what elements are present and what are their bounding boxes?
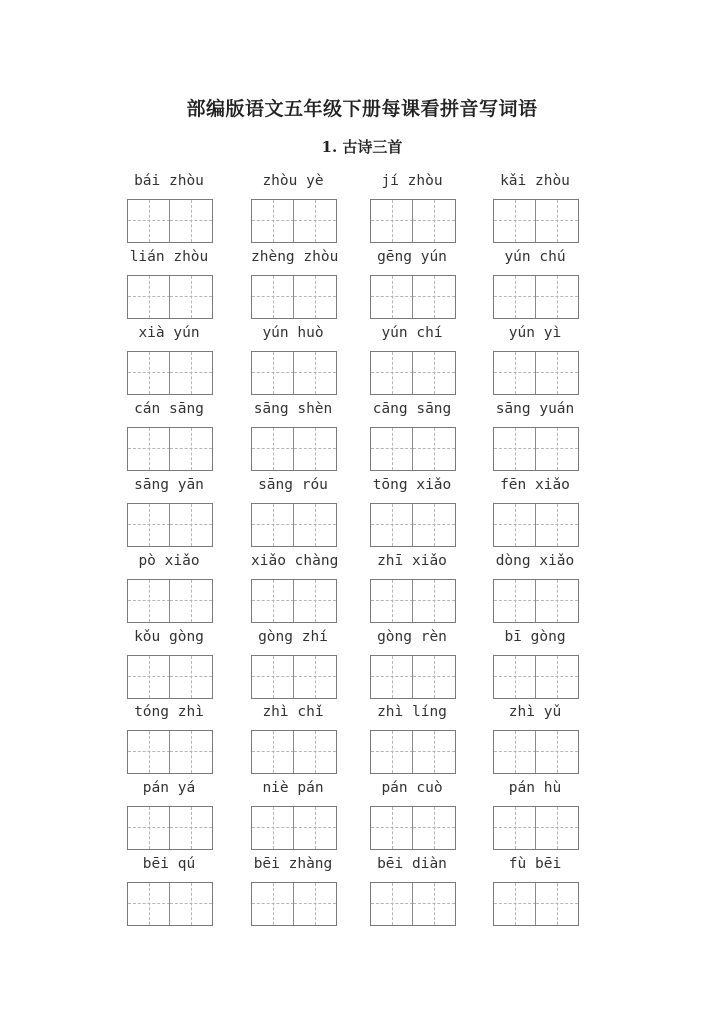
character-cell[interactable] [371, 807, 413, 849]
pinyin-label: bēi diàn [377, 856, 447, 872]
character-cell[interactable] [371, 428, 413, 470]
character-cell[interactable] [252, 276, 294, 318]
pinyin-label: gòng rèn [377, 629, 447, 645]
pinyin-label: kǒu gòng [134, 629, 204, 645]
writing-boxes[interactable] [251, 655, 337, 699]
pinyin-label: zhì líng [377, 704, 447, 720]
character-cell[interactable] [494, 200, 536, 242]
pinyin-label: cán sāng [134, 401, 204, 417]
character-cell[interactable] [170, 504, 212, 546]
character-cell[interactable] [536, 807, 578, 849]
writing-boxes[interactable] [370, 806, 456, 850]
character-cell[interactable] [128, 656, 170, 698]
page-title: 部编版语文五年级下册每课看拼音写词语 [186, 98, 538, 120]
character-cell[interactable] [536, 352, 578, 394]
writing-boxes[interactable] [251, 503, 337, 547]
pinyin-label: niè pán [262, 780, 324, 796]
character-cell[interactable] [294, 656, 336, 698]
character-cell[interactable] [413, 807, 455, 849]
character-cell[interactable] [536, 428, 578, 470]
lesson-title: 1. 古诗三首 [321, 138, 403, 156]
character-cell[interactable] [413, 504, 455, 546]
character-cell[interactable] [494, 580, 536, 622]
character-cell[interactable] [371, 200, 413, 242]
writing-boxes[interactable] [370, 427, 456, 471]
character-cell[interactable] [494, 883, 536, 925]
character-cell[interactable] [252, 731, 294, 773]
character-cell[interactable] [294, 428, 336, 470]
pinyin-label: zhì chǐ [262, 704, 324, 720]
pinyin-label: bái zhòu [134, 173, 204, 189]
pinyin-label: tōng xiǎo [372, 477, 452, 493]
character-cell[interactable] [413, 883, 455, 925]
character-cell[interactable] [128, 276, 170, 318]
character-cell[interactable] [170, 731, 212, 773]
writing-boxes[interactable] [370, 275, 456, 319]
character-cell[interactable] [128, 352, 170, 394]
writing-boxes[interactable] [127, 882, 213, 926]
character-cell[interactable] [371, 656, 413, 698]
writing-boxes[interactable] [251, 275, 337, 319]
character-cell[interactable] [128, 807, 170, 849]
pinyin-label: pán hù [508, 780, 562, 796]
character-cell[interactable] [170, 580, 212, 622]
writing-boxes[interactable] [251, 730, 337, 774]
character-cell[interactable] [536, 731, 578, 773]
writing-boxes[interactable] [127, 199, 213, 243]
character-cell[interactable] [252, 428, 294, 470]
character-cell[interactable] [128, 504, 170, 546]
character-cell[interactable] [371, 731, 413, 773]
character-cell[interactable] [371, 276, 413, 318]
character-cell[interactable] [252, 352, 294, 394]
writing-boxes[interactable] [493, 427, 579, 471]
character-cell[interactable] [494, 731, 536, 773]
pinyin-label: cāng sāng [372, 401, 452, 417]
character-cell[interactable] [494, 807, 536, 849]
writing-boxes[interactable] [370, 655, 456, 699]
character-cell[interactable] [294, 504, 336, 546]
character-cell[interactable] [413, 580, 455, 622]
pinyin-label: yún chú [504, 249, 566, 265]
character-cell[interactable] [252, 656, 294, 698]
character-cell[interactable] [294, 883, 336, 925]
character-cell[interactable] [294, 352, 336, 394]
writing-boxes[interactable] [251, 579, 337, 623]
character-cell[interactable] [371, 580, 413, 622]
character-cell[interactable] [170, 883, 212, 925]
character-cell[interactable] [170, 276, 212, 318]
writing-boxes[interactable] [493, 351, 579, 395]
pinyin-label: tóng zhì [134, 704, 204, 720]
pinyin-label: yún chí [381, 325, 443, 341]
character-cell[interactable] [128, 200, 170, 242]
character-cell[interactable] [128, 580, 170, 622]
character-cell[interactable] [413, 352, 455, 394]
pinyin-label: pán yá [142, 780, 196, 796]
writing-boxes[interactable] [127, 427, 213, 471]
pinyin-label: sāng yān [134, 477, 204, 493]
writing-boxes[interactable] [493, 882, 579, 926]
character-cell[interactable] [413, 428, 455, 470]
character-cell[interactable] [413, 276, 455, 318]
character-cell[interactable] [170, 807, 212, 849]
character-cell[interactable] [252, 883, 294, 925]
character-cell[interactable] [371, 504, 413, 546]
character-cell[interactable] [536, 200, 578, 242]
writing-boxes[interactable] [127, 275, 213, 319]
character-cell[interactable] [536, 504, 578, 546]
character-cell[interactable] [536, 883, 578, 925]
writing-boxes[interactable] [493, 275, 579, 319]
character-cell[interactable] [413, 200, 455, 242]
pinyin-label: zhòu yè [262, 173, 324, 189]
writing-boxes[interactable] [127, 351, 213, 395]
pinyin-label: jí zhòu [381, 173, 443, 189]
pinyin-label: xià yún [138, 325, 200, 341]
pinyin-label: pán cuò [381, 780, 443, 796]
pinyin-label: sāng yuán [495, 401, 575, 417]
writing-boxes[interactable] [370, 503, 456, 547]
pinyin-label: pò xiǎo [138, 553, 200, 569]
writing-boxes[interactable] [251, 882, 337, 926]
character-cell[interactable] [170, 428, 212, 470]
character-cell[interactable] [371, 352, 413, 394]
pinyin-label: fēn xiǎo [500, 477, 570, 493]
writing-boxes[interactable] [127, 579, 213, 623]
writing-boxes[interactable] [127, 503, 213, 547]
writing-boxes[interactable] [370, 730, 456, 774]
writing-boxes[interactable] [127, 730, 213, 774]
character-cell[interactable] [128, 731, 170, 773]
character-cell[interactable] [294, 580, 336, 622]
pinyin-label: sāng róu [258, 477, 328, 493]
pinyin-label: yún yì [508, 325, 562, 341]
character-cell[interactable] [494, 276, 536, 318]
pinyin-label: yún huò [262, 325, 324, 341]
writing-boxes[interactable] [493, 655, 579, 699]
pinyin-label: dòng xiǎo [495, 553, 575, 569]
character-cell[interactable] [252, 580, 294, 622]
pinyin-label: bēi zhàng [253, 856, 333, 872]
writing-boxes[interactable] [370, 199, 456, 243]
pinyin-label: kǎi zhòu [500, 173, 570, 189]
writing-boxes[interactable] [493, 199, 579, 243]
character-cell[interactable] [536, 656, 578, 698]
character-cell[interactable] [294, 807, 336, 849]
character-cell[interactable] [413, 731, 455, 773]
writing-boxes[interactable] [493, 503, 579, 547]
character-cell[interactable] [128, 428, 170, 470]
character-cell[interactable] [413, 656, 455, 698]
character-cell[interactable] [371, 883, 413, 925]
pinyin-label: xiǎo chàng [251, 553, 339, 569]
character-cell[interactable] [494, 352, 536, 394]
writing-boxes[interactable] [127, 655, 213, 699]
character-cell[interactable] [494, 504, 536, 546]
character-cell[interactable] [170, 656, 212, 698]
pinyin-label: bī gòng [504, 629, 566, 645]
character-cell[interactable] [536, 276, 578, 318]
pinyin-label: gēng yún [377, 249, 447, 265]
writing-boxes[interactable] [370, 882, 456, 926]
character-cell[interactable] [294, 731, 336, 773]
character-cell[interactable] [494, 656, 536, 698]
writing-boxes[interactable] [127, 806, 213, 850]
character-cell[interactable] [294, 276, 336, 318]
writing-boxes[interactable] [251, 806, 337, 850]
writing-boxes[interactable] [370, 579, 456, 623]
writing-boxes[interactable] [251, 351, 337, 395]
character-cell[interactable] [170, 352, 212, 394]
pinyin-label: gòng zhí [258, 629, 328, 645]
character-cell[interactable] [252, 807, 294, 849]
character-cell[interactable] [128, 883, 170, 925]
character-cell[interactable] [494, 428, 536, 470]
character-cell[interactable] [170, 200, 212, 242]
pinyin-label: fù bēi [508, 856, 562, 872]
pinyin-label: zhì yǔ [508, 704, 562, 720]
pinyin-label: bēi qú [142, 856, 196, 872]
pinyin-label: lián zhòu [129, 249, 209, 265]
pinyin-label: zhī xiǎo [377, 553, 447, 569]
writing-boxes[interactable] [370, 351, 456, 395]
writing-boxes[interactable] [493, 730, 579, 774]
character-cell[interactable] [294, 200, 336, 242]
character-cell[interactable] [536, 580, 578, 622]
pinyin-label: sāng shèn [253, 401, 333, 417]
writing-boxes[interactable] [493, 579, 579, 623]
writing-boxes[interactable] [251, 199, 337, 243]
character-cell[interactable] [252, 200, 294, 242]
writing-boxes[interactable] [493, 806, 579, 850]
character-cell[interactable] [252, 504, 294, 546]
pinyin-label: zhèng zhòu [251, 249, 339, 265]
writing-boxes[interactable] [251, 427, 337, 471]
